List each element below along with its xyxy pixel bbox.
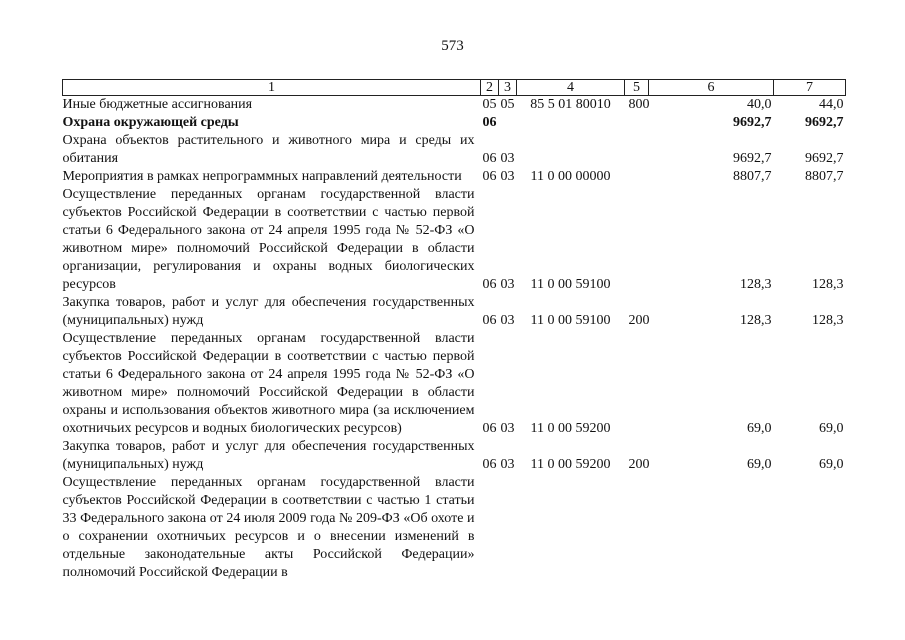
row-subsection: 05	[500, 97, 515, 112]
row-subsection: 03	[500, 151, 515, 166]
row-amount-7: 128,3	[812, 277, 844, 292]
row-amount-6: 128,3	[740, 313, 772, 328]
row-target-article	[517, 474, 625, 582]
row-amount-6	[649, 474, 774, 582]
row-subsection: 03	[500, 313, 515, 328]
row-subsection: 03	[500, 457, 515, 472]
row-amount-7: 128,3	[812, 313, 844, 328]
row-name: Осуществление переданных органам государственной власти субъектов Российской Федерации в соответствии с частью 1 статьи 33 Федерального закона от 24 июля 2009 года № 209-ФЗ «Об охоте и о сохранении охотничьих ресурсов и о внесении изменений в отдельные законодательные акты Российской Федерации» полномочий Российской Федерации в	[62, 475, 475, 580]
row-target-article	[517, 114, 625, 132]
row-amount-7: 44,0	[819, 97, 844, 112]
row-section: 06	[482, 169, 497, 184]
page-number: 573	[441, 38, 464, 54]
column-header-7: 7	[774, 80, 846, 96]
table-row	[63, 96, 846, 115]
row-subsection: 03	[500, 169, 515, 184]
row-name: Иные бюджетные ассигнования	[62, 97, 253, 112]
row-section: 06	[482, 457, 497, 472]
row-expense-type: 200	[628, 457, 650, 472]
row-subsection	[499, 114, 517, 132]
row-section: 06	[482, 421, 497, 436]
row-target-article: 11 0 00 59200	[530, 421, 611, 436]
row-name: Закупка товаров, работ и услуг для обеспечения государственных (муниципальных) нужд	[62, 439, 475, 472]
row-target-article: 11 0 00 00000	[530, 169, 611, 184]
row-amount-6: 9692,7	[733, 115, 772, 130]
row-section: 06	[482, 151, 497, 166]
row-amount-6: 9692,7	[733, 151, 772, 166]
table-row	[63, 168, 846, 186]
column-header-2: 2	[481, 80, 499, 96]
row-amount-7: 8807,7	[805, 169, 844, 184]
column-header-4: 4	[517, 80, 625, 96]
row-expense-type: 800	[628, 97, 650, 112]
row-expense-type	[625, 168, 649, 186]
row-name: Охрана окружающей среды	[62, 115, 239, 130]
row-subsection: 03	[500, 277, 515, 292]
table-row	[63, 132, 846, 168]
table-header-row	[63, 80, 846, 96]
row-expense-type	[625, 474, 649, 582]
row-target-article: 11 0 00 59100	[530, 313, 611, 328]
row-amount-6: 69,0	[747, 421, 772, 436]
row-target-article	[517, 132, 625, 168]
table-row	[63, 438, 846, 474]
row-amount-7: 69,0	[819, 457, 844, 472]
row-expense-type	[625, 132, 649, 168]
column-header-5: 5	[625, 80, 649, 96]
row-amount-6: 128,3	[740, 277, 772, 292]
row-expense-type: 200	[628, 313, 650, 328]
row-amount-7	[774, 474, 846, 582]
row-expense-type	[625, 186, 649, 294]
column-header-1: 1	[63, 80, 481, 96]
row-target-article: 85 5 01 80010	[530, 97, 611, 112]
row-amount-6: 8807,7	[733, 169, 772, 184]
row-amount-6: 69,0	[747, 457, 772, 472]
row-section	[481, 474, 499, 582]
row-target-article: 11 0 00 59200	[530, 457, 611, 472]
row-amount-7: 9692,7	[805, 115, 844, 130]
table-body	[63, 96, 846, 583]
column-header-3: 3	[499, 80, 517, 96]
row-amount-7: 9692,7	[805, 151, 844, 166]
table-row	[63, 114, 846, 132]
row-expense-type	[625, 114, 649, 132]
row-subsection: 03	[500, 421, 515, 436]
row-name: Закупка товаров, работ и услуг для обеспечения государственных (муниципальных) нужд	[62, 295, 475, 328]
row-section: 06	[482, 313, 497, 328]
row-subsection	[499, 474, 517, 582]
row-target-article: 11 0 00 59100	[530, 277, 611, 292]
row-name: Охрана объектов растительного и животного мира и среды их обитания	[62, 133, 475, 166]
row-amount-6: 40,0	[747, 97, 772, 112]
row-expense-type	[625, 330, 649, 438]
column-header-6: 6	[649, 80, 774, 96]
table-row	[63, 186, 846, 294]
row-amount-7: 69,0	[819, 421, 844, 436]
table-row	[63, 330, 846, 438]
row-name: Осуществление переданных органам государственной власти субъектов Российской Федерации в соответствии с частью первой статьи 6 Федерального закона от 24 апреля 1995 года № 52-ФЗ «О животном мире» полномочий Российской Федерации в области организации, регулирования и охраны водных биологических ресурсов	[62, 187, 475, 292]
row-section: 06	[482, 277, 497, 292]
row-section: 06	[482, 115, 497, 130]
table-row	[63, 294, 846, 330]
budget-table	[62, 79, 846, 582]
row-section: 05	[482, 97, 497, 112]
row-name: Осуществление переданных органам государственной власти субъектов Российской Федерации в соответствии с частью первой статьи 6 Федерального закона от 24 апреля 1995 года № 52-ФЗ «О животном мире» полномочий Российской Федерации в области охраны и использования объектов животного мира (за исключением охотничьих ресурсов и водных биологических ресурсов)	[62, 331, 475, 436]
table-row	[63, 474, 846, 582]
row-name: Мероприятия в рамках непрограммных направлений деятельности	[62, 169, 462, 184]
